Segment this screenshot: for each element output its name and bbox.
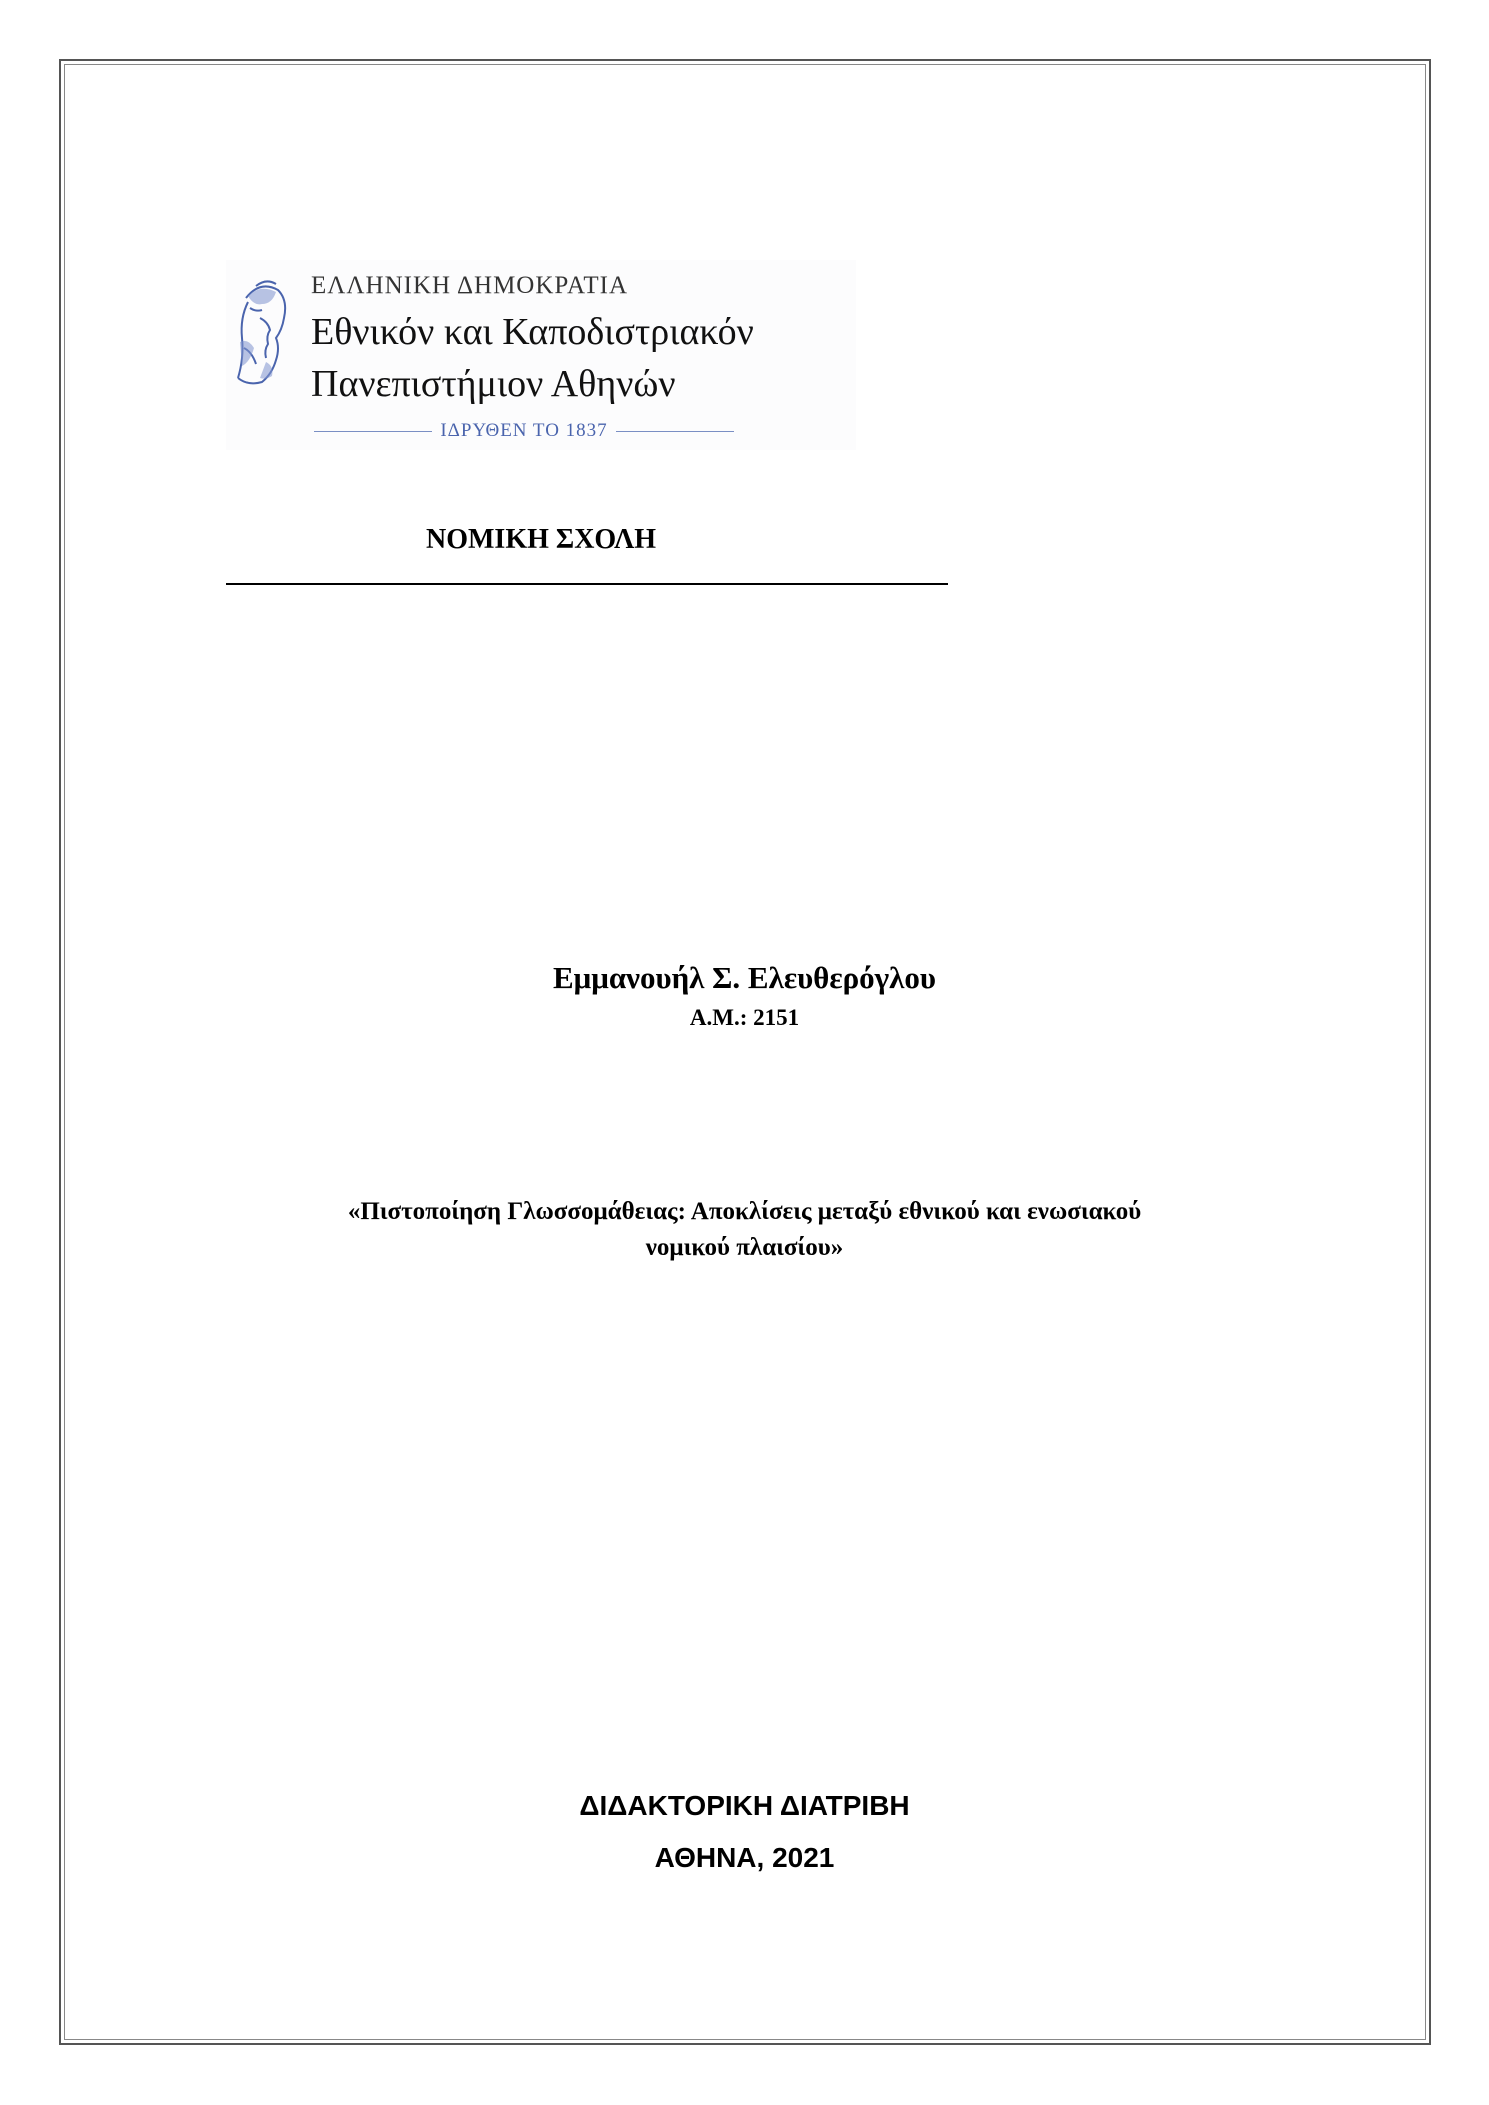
logo-university-name-line1: Εθνικόν και Καποδιστριακόν (311, 311, 754, 353)
thesis-title (200, 1194, 1289, 1266)
author-name: Εμμανουήλ Σ. Ελευθερόγλου (553, 960, 936, 995)
thesis-title-line2: νομικού πλαισίου» (645, 1234, 844, 1261)
logo-republic-text: ΕΛΛΗΝΙΚΗ ΔΗΜΟΚΡΑΤΙΑ (311, 272, 628, 299)
logo-rule-right (616, 431, 734, 432)
thesis-title-line1: «Πιστοποίηση Γλωσσομάθειας: Αποκλίσεις μεταξύ εθνικού και ενωσιακού (347, 1198, 1142, 1225)
athena-head-seal-icon (226, 278, 294, 390)
school-underline (226, 583, 948, 585)
place-year: ΑΘΗΝΑ, 2021 (654, 1842, 835, 1873)
university-logo (226, 260, 856, 450)
logo-rule-left (314, 431, 432, 432)
logo-founded-text: ΙΔΡΥΘΕΝ ΤΟ 1837 (440, 420, 608, 441)
registration-number: Α.Μ.: 2151 (689, 1005, 800, 1030)
school-name: ΝΟΜΙΚΗ ΣΧΟΛΗ (426, 524, 656, 555)
logo-university-name-line2: Πανεπιστήμιον Αθηνών (311, 363, 676, 405)
logo-founded (314, 420, 734, 442)
document-type: ΔΙΔΑΚΤΟΡΙΚΗ ΔΙΑΤΡΙΒΗ (579, 1790, 910, 1821)
